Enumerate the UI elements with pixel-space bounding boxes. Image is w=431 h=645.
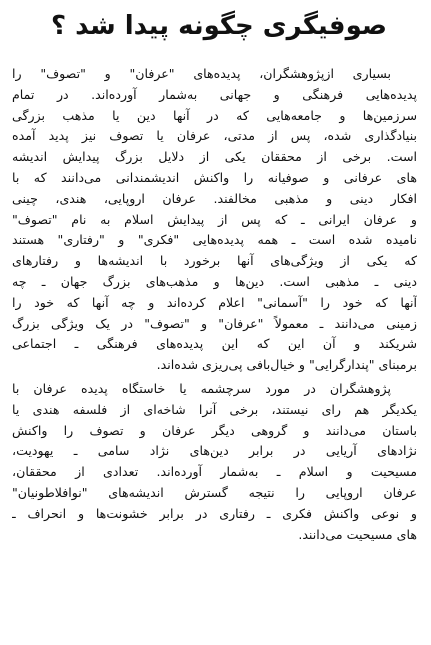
text-line: نامیده شده است ـ همه پدیده‌هایی "فکری" و "رفتاری" هستند xyxy=(12,232,417,248)
text-line: سرزمین‌ها و جامعه‌هایی که در آنها دین یا مذهب بزرگی xyxy=(12,107,417,123)
text-line: نژادهای آریایی در برابر دین‌های نژاد سامی ـ یهودیت، xyxy=(12,443,417,459)
text-line: پدیده‌هایی فرهنگی و جهانی به‌شمار آورده‌اند. در تمام xyxy=(12,86,417,102)
text-line: زمینی می‌دانند ـ معمولاً "عرفان" و "تصوف" در یک ویژگی بزرگ xyxy=(12,315,417,331)
text-line: های مسیحیت می‌دانند. xyxy=(298,526,417,542)
text-line: است. برخی از محققان یکی از دلایل بزرگ پیدایش اندیشه xyxy=(12,149,417,165)
paragraph-1 xyxy=(12,64,417,376)
paragraph-2 xyxy=(12,379,417,545)
text-line: و نوعی واکنش فکری ـ رفتاری در برابر خشونت‌ها و انحراف ـ xyxy=(12,505,417,521)
text-line: بسیاری ازپژوهشگران، پدیده‌های "عرفان" و "تصوف" را xyxy=(12,66,391,81)
text-line: افکار دینی و مذهبی مخالفند. عرفان اروپایی، هندی، چینی xyxy=(12,190,417,206)
text-line: پژوهشگران در مورد سرچشمه یا خاستگاه پدیده عرفان با xyxy=(12,380,391,396)
text-line: آنها که خود را "آسمانی" اعلام کرده‌اند و چه آنها که خود را xyxy=(12,294,417,310)
text-line: دینی ـ مذهبی است. دین‌ها و مذهب‌های بزرگ جهان ـ چه xyxy=(12,273,417,289)
text-line: برمبنای "پندارگرایی" و خیال‌بافی پی‌ریزی شده‌اند. xyxy=(156,357,417,373)
text-line: عرفان اروپایی را نتیجه گسترش اندیشه‌های "نوافلاطونیان" xyxy=(12,484,417,500)
page-title: صوفیگری چگونه پیدا شد ؟ xyxy=(50,11,387,41)
text-line: باستان می‌دانند و گروهی دیگر عرفان و تصوف را واکنش xyxy=(12,422,417,438)
text-line: بنیادگذاری شده، پس از مدتی، عرفان یا تصوف نیز پدید آمده xyxy=(12,128,417,144)
text-line: مسیحیت و اسلام ـ به‌شمار آورده‌اند. تعدادی از محققان، xyxy=(12,464,417,480)
text-line: یکدیگر هم رای نیستند، برخی آنرا شاخه‌ای از فلسفه هندی یا xyxy=(12,401,417,417)
text-line: های عرفانی و صوفیانه را واکنش اندیشمندانی می‌دانند که با xyxy=(12,169,417,185)
text-line: شریکند و آن این که این پدیده‌های فرهنگی ـ اجتماعی xyxy=(12,336,417,352)
text-line: که یکی از ویژگی‌های آنها برخورد با اندیشه‌ها و رفتارهای xyxy=(12,253,417,269)
text-line: و عرفان ایرانی ـ که پس از پیدایش اسلام به نام "تصوف" xyxy=(12,211,417,227)
